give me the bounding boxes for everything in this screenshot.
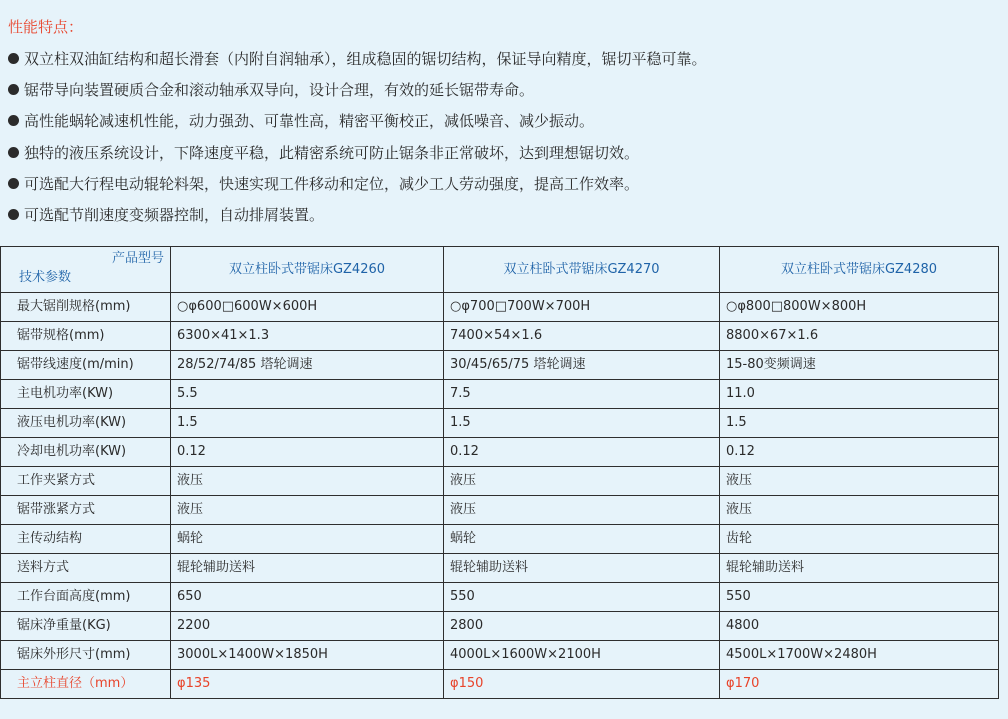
table-cell: 4000L×1600W×2100H xyxy=(444,641,720,670)
feature-text: 可选配节削速度变频器控制，自动排屑装置。 xyxy=(24,205,325,224)
features-title: 性能特点： xyxy=(8,18,84,36)
table-cell: φ150 xyxy=(444,670,720,699)
feature-item xyxy=(8,138,998,169)
table-cell: φ135 xyxy=(171,670,444,699)
row-label: 锯床净重量(KG) xyxy=(1,612,171,641)
bullet-icon xyxy=(8,84,19,95)
feature-text: 双立柱双油缸结构和超长滑套（内附自润轴承），组成稳固的锯切结构，保证导向精度，锯切平稳可靠。 xyxy=(24,50,707,68)
row-label: 锯带涨紧方式 xyxy=(1,496,171,525)
table-cell: 550 xyxy=(444,583,720,612)
table-header-row xyxy=(1,247,999,293)
table-cell: 0.12 xyxy=(720,438,999,467)
table-row xyxy=(1,293,999,322)
table-cell: 辊轮辅助送料 xyxy=(720,554,999,583)
column-header: 双立柱卧式带锯床GZ4280 xyxy=(720,247,999,293)
table-cell: 0.12 xyxy=(444,438,720,467)
feature-text: 锯带导向装置硬质合金和滚动轴承双导向，设计合理，有效的延长锯带寿命。 xyxy=(24,81,535,100)
row-label: 冷却电机功率(KW) xyxy=(1,438,171,467)
table-cell: 液压 xyxy=(720,496,999,525)
table-cell: φ170 xyxy=(720,670,999,699)
row-label: 锯带规格(mm) xyxy=(1,322,171,351)
bullet-icon xyxy=(8,147,19,158)
features-section xyxy=(8,14,998,231)
table-cell: 齿轮 xyxy=(720,525,999,554)
table-cell: 550 xyxy=(720,583,999,612)
table-row xyxy=(1,496,999,525)
table-row xyxy=(1,467,999,496)
table-cell: ○φ800□800W×800H xyxy=(720,293,999,322)
table-cell: 液压 xyxy=(720,467,999,496)
table-cell: 1.5 xyxy=(171,409,444,438)
bullet-icon xyxy=(8,53,19,64)
table-cell: 15-80变频调速 xyxy=(720,351,999,380)
table-row xyxy=(1,641,999,670)
table-cell: 1.5 xyxy=(444,409,720,438)
table-cell: 液压 xyxy=(444,496,720,525)
feature-item xyxy=(8,44,998,75)
table-cell: 4500L×1700W×2480H xyxy=(720,641,999,670)
row-label: 锯带线速度(m/min) xyxy=(1,351,171,380)
table-cell: 蜗轮 xyxy=(171,525,444,554)
table-cell: 11.0 xyxy=(720,380,999,409)
feature-item xyxy=(8,75,998,106)
table-row xyxy=(1,554,999,583)
row-label: 工作台面高度(mm) xyxy=(1,583,171,612)
table-cell: 8800×67×1.6 xyxy=(720,322,999,351)
row-label: 工作夹紧方式 xyxy=(1,467,171,496)
table-cell: 5.5 xyxy=(171,380,444,409)
table-cell: 液压 xyxy=(171,496,444,525)
row-label: 主立柱直径（mm） xyxy=(1,670,171,699)
table-row xyxy=(1,583,999,612)
bullet-icon xyxy=(8,209,19,220)
table-cell: 6300×41×1.3 xyxy=(171,322,444,351)
row-label: 锯床外形尺寸(mm) xyxy=(1,641,171,670)
bullet-icon xyxy=(8,115,19,126)
table-cell: 2200 xyxy=(171,612,444,641)
feature-item xyxy=(8,106,998,137)
table-cell: 7.5 xyxy=(444,380,720,409)
table-row xyxy=(1,612,999,641)
feature-text: 高性能蜗轮减速机性能，动力强劲、可靠性高，精密平衡校正，减低噪音、减少振动。 xyxy=(24,112,595,131)
row-label: 最大锯削规格(mm) xyxy=(1,293,171,322)
table-cell: 辊轮辅助送料 xyxy=(444,554,720,583)
table-cell: 650 xyxy=(171,583,444,612)
table-cell: 28/52/74/85 塔轮调速 xyxy=(171,351,444,380)
row-label: 送料方式 xyxy=(1,554,171,583)
spec-table xyxy=(0,246,999,699)
table-cell: 4800 xyxy=(720,612,999,641)
table-cell: 2800 xyxy=(444,612,720,641)
feature-text: 独特的液压系统设计，下降速度平稳，此精密系统可防止锯条非正常破坏，达到理想锯切效。 xyxy=(24,143,640,162)
bullet-icon xyxy=(8,178,19,189)
table-row xyxy=(1,322,999,351)
table-cell: 7400×54×1.6 xyxy=(444,322,720,351)
feature-text: 可选配大行程电动辊轮料架，快速实现工件移动和定位，减少工人劳动强度，提高工作效率。 xyxy=(24,174,640,193)
table-row xyxy=(1,380,999,409)
table-cell: 3000L×1400W×1850H xyxy=(171,641,444,670)
corner-model-label: 产品型号 xyxy=(111,251,164,266)
table-cell: ○φ700□700W×700H xyxy=(444,293,720,322)
feature-item xyxy=(8,169,998,200)
table-row xyxy=(1,525,999,554)
table-cell: 液压 xyxy=(171,467,444,496)
column-header: 双立柱卧式带锯床GZ4270 xyxy=(444,247,720,293)
row-label: 液压电机功率(KW) xyxy=(1,409,171,438)
table-row xyxy=(1,438,999,467)
column-header: 双立柱卧式带锯床GZ4260 xyxy=(171,247,444,293)
table-cell: 1.5 xyxy=(720,409,999,438)
table-cell: 0.12 xyxy=(171,438,444,467)
feature-item xyxy=(8,200,998,231)
table-row-highlight xyxy=(1,670,999,699)
table-cell: 30/45/65/75 塔轮调速 xyxy=(444,351,720,380)
corner-cell xyxy=(1,247,171,293)
table-cell: 蜗轮 xyxy=(444,525,720,554)
table-cell: 辊轮辅助送料 xyxy=(171,554,444,583)
table-cell: 液压 xyxy=(444,467,720,496)
table-cell: ○φ600□600W×600H xyxy=(171,293,444,322)
row-label: 主电机功率(KW) xyxy=(1,380,171,409)
corner-param-label: 技术参数 xyxy=(19,270,72,285)
table-row xyxy=(1,409,999,438)
table-row xyxy=(1,351,999,380)
row-label: 主传动结构 xyxy=(1,525,171,554)
